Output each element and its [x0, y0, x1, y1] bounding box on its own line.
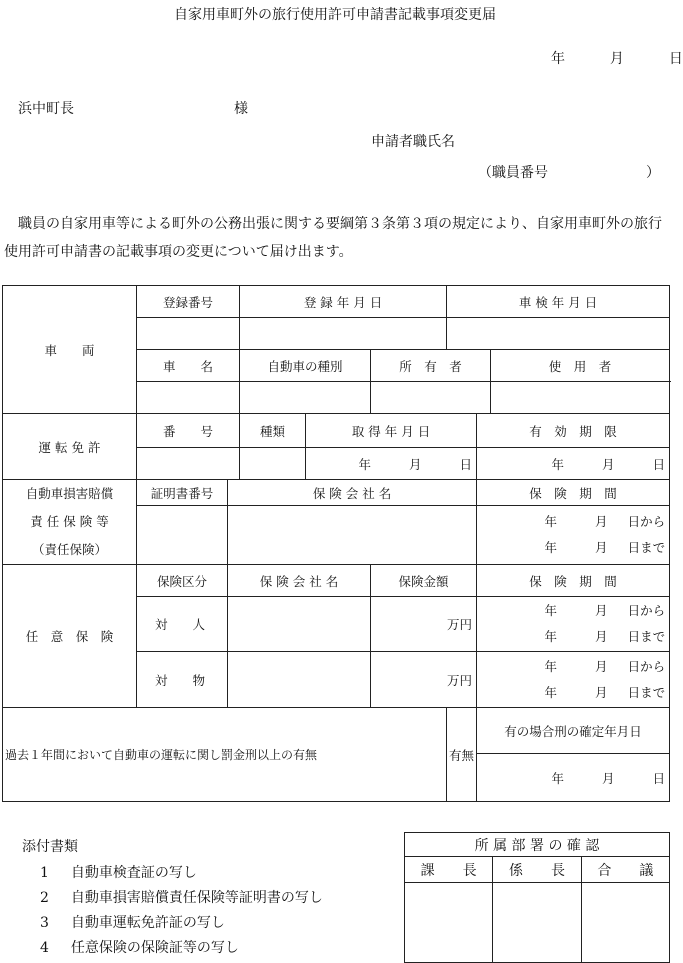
attachment-number: 2 [40, 890, 49, 906]
addressee-name: 浜中町長 [18, 101, 74, 117]
amount-header: 保険金額 [371, 565, 477, 597]
to-day: 日まで [627, 629, 666, 644]
ymd-month: 月 [602, 456, 615, 472]
compulsory-label-line: 自動車損害賠償 [25, 486, 114, 501]
staff-number [478, 162, 660, 182]
inspection-date-header: 車 検 年 月 日 [447, 286, 670, 318]
bodily-period-cell[interactable] [477, 597, 670, 652]
to-year: 年 [544, 629, 558, 644]
compulsory-period-header: 保 険 期 間 [477, 480, 670, 506]
license-label: 運 転 免 許 [3, 414, 137, 480]
ymd-year: 年 [358, 456, 372, 472]
date-month: 月 [609, 51, 624, 67]
penalty-date-cell[interactable] [477, 754, 670, 802]
category-header: 保険区分 [137, 565, 228, 597]
section-chief-header: 課 長 [405, 857, 493, 883]
from-month: 月 [595, 603, 608, 618]
date-line [551, 48, 683, 68]
to-year: 年 [544, 684, 558, 700]
bodily-amount-cell[interactable]: 万円 [371, 597, 477, 652]
compulsory-company-cell[interactable] [228, 506, 477, 565]
owner-cell[interactable] [371, 382, 491, 414]
license-number-header: 番 号 [137, 414, 240, 448]
license-validity-cell[interactable] [477, 448, 670, 480]
penalty-month: 月 [602, 770, 615, 786]
car-type-cell[interactable] [240, 382, 371, 414]
to-year: 年 [544, 540, 558, 556]
from-year: 年 [544, 514, 558, 530]
property-company-cell[interactable] [228, 652, 371, 708]
form-title: 自家用車町外の旅行使用許可申請書記載事項変更届 [174, 7, 496, 23]
subsection-chief-header: 係 長 [493, 857, 581, 883]
attachment-item [40, 937, 239, 957]
ymd-day: 日 [652, 456, 666, 472]
attachment-item [40, 862, 197, 882]
license-validity-header: 有 効 期 限 [477, 414, 670, 448]
compulsory-label [3, 480, 137, 565]
voluntary-label: 任 意 保 険 [3, 565, 137, 708]
from-year: 年 [544, 603, 558, 618]
compulsory-label-line: （責任保険） [31, 542, 107, 557]
confirmation-table [404, 832, 670, 963]
penalty-answer[interactable]: 有無 [447, 708, 477, 802]
attachment-text: 自動車検査証の写し [70, 865, 197, 881]
owner-header: 所 有 者 [371, 350, 491, 382]
to-day: 日まで [627, 540, 666, 556]
attachment-item [40, 912, 225, 932]
to-month: 月 [595, 540, 608, 556]
penalty-day: 日 [652, 770, 666, 786]
license-number-cell[interactable] [137, 448, 240, 480]
vehicle-label: 車 両 [3, 286, 137, 414]
addressee-honorific: 様 [234, 101, 248, 117]
license-acquired-cell[interactable] [306, 448, 477, 480]
to-month: 月 [595, 684, 608, 700]
category-bodily: 対 人 [137, 597, 228, 652]
date-year: 年 [551, 51, 565, 67]
consultation-stamp[interactable] [581, 883, 669, 963]
consultation-header: 合 議 [581, 857, 669, 883]
car-type-header: 自動車の種別 [240, 350, 371, 382]
bodily-company-cell[interactable] [228, 597, 371, 652]
compulsory-company-header: 保 険 会 社 名 [228, 480, 477, 506]
property-amount-cell[interactable]: 万円 [371, 652, 477, 708]
penalty-date-header: 有の場合刑の確定年月日 [477, 708, 670, 754]
compulsory-label-line: 責 任 保 険 等 [30, 514, 109, 529]
license-acquired-header: 取 得 年 月 日 [306, 414, 477, 448]
inspection-date-cell[interactable] [447, 318, 670, 350]
ymd-year: 年 [551, 456, 565, 472]
license-type-cell[interactable] [240, 448, 306, 480]
from-day: 日から [627, 514, 666, 530]
car-name-cell[interactable] [137, 382, 240, 414]
staff-number-open: （職員番号 [478, 165, 548, 181]
property-period-cell[interactable] [477, 652, 670, 708]
category-property: 対 物 [137, 652, 228, 708]
penalty-question: 過去１年間において自動車の運転に関し罰金刑以上の有無 [3, 708, 447, 802]
attachment-number: 1 [40, 865, 49, 881]
applicant-label: 申請者職氏名 [371, 134, 455, 150]
cert-no-cell[interactable] [137, 506, 228, 565]
reg-date-cell[interactable] [240, 318, 447, 350]
reg-date-header: 登 録 年 月 日 [240, 286, 447, 318]
user-cell[interactable] [491, 382, 670, 414]
attachment-number: 4 [40, 940, 49, 956]
license-type-header: 種類 [240, 414, 306, 448]
to-day: 日まで [627, 684, 666, 700]
attachment-item [40, 887, 323, 907]
date-day: 日 [668, 51, 683, 67]
staff-number-close: ） [646, 165, 660, 181]
confirmation-title: 所 属 部 署 の 確 認 [405, 833, 670, 857]
from-day: 日から [627, 658, 666, 674]
voluntary-company-header: 保 険 会 社 名 [228, 565, 371, 597]
to-month: 月 [595, 629, 608, 644]
attachment-text: 自動車運転免許証の写し [70, 915, 225, 931]
body-paragraph: 職員の自家用車等による町外の公務出張に関する要綱第３条第３項の規定により、自家用車町外の旅行使用許可申請書の記載事項の変更について届け出ます。 [4, 216, 662, 260]
user-header: 使 用 者 [491, 350, 670, 382]
reg-no-cell[interactable] [137, 318, 240, 350]
from-month: 月 [595, 658, 608, 674]
ymd-month: 月 [409, 456, 422, 472]
cert-no-header: 証明書番号 [137, 480, 228, 506]
ymd-day: 日 [459, 456, 473, 472]
from-year: 年 [544, 658, 558, 674]
attachments-title: 添付書類 [22, 839, 78, 855]
attachment-text: 任意保険の保険証等の写し [70, 940, 239, 956]
reg-no-header: 登録番号 [137, 286, 240, 318]
voluntary-period-header: 保 険 期 間 [477, 565, 670, 597]
car-name-header: 車 名 [137, 350, 240, 382]
attachment-number: 3 [40, 915, 49, 931]
subsection-chief-stamp[interactable] [493, 883, 581, 963]
penalty-year: 年 [551, 770, 565, 786]
from-day: 日から [627, 603, 666, 618]
section-chief-stamp[interactable] [405, 883, 493, 963]
from-month: 月 [595, 514, 608, 530]
details-table [2, 285, 670, 802]
compulsory-period-cell[interactable] [477, 506, 670, 565]
attachment-text: 自動車損害賠償責任保険等証明書の写し [70, 890, 323, 906]
